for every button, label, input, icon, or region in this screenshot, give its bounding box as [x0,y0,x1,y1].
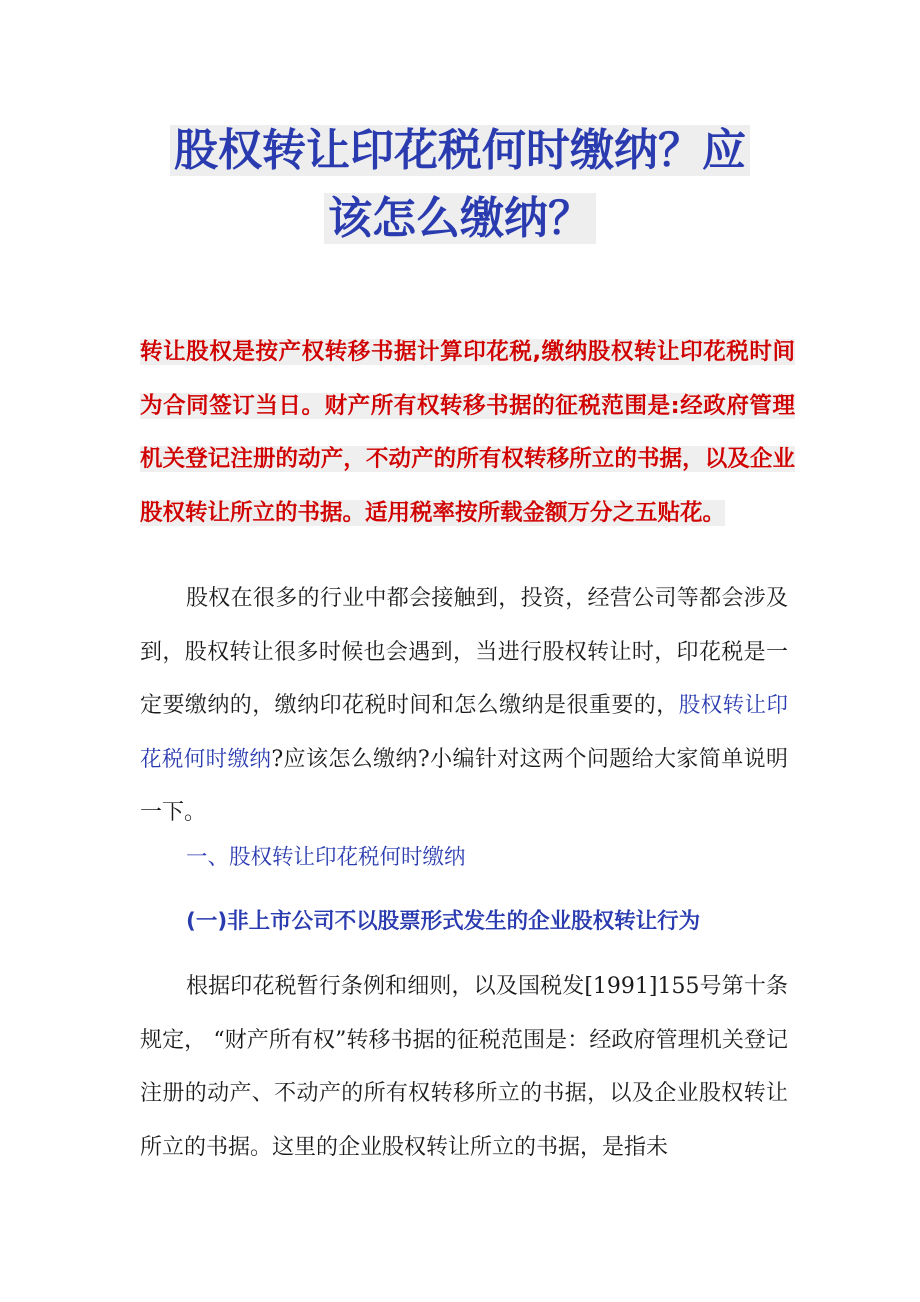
intro-keyword-link[interactable]: 股权转让印花税何时缴纳 [140,693,788,772]
article-title-line-1 [140,120,780,182]
rules-paragraph: 根据印花税暂行条例和细则，以及国税发[1991]155号第十条规定， “财产所有权”转移书据的征税范围是：经政府管理机关登记注册的动产、不动产的所有权转移所立的书据，以及企业股权转让所立的书据。这里的企业股权转让所立的书据，是指未 [140,974,788,1160]
subsection-heading-1: (一)非上市公司不以股票形式发生的企业股权转让行为 [186,909,701,934]
intro-text-before: 股权在很多的行业中都会接触到，投资，经营公司等都会涉及到，股权转让很多时候也会遇到，当进行股权转让时，印花税是一定要缴纳的，缴纳印花税时间和怎么缴纳是很重要的， [140,586,788,718]
article-title-text-1: 股权转让印花税何时缴纳？应 [170,125,750,176]
summary-text: 转让股权是按产权转移书据计算印花税,缴纳股权转让印花税时间为合同签订当日。财产所有权转移书据的征税范围是:经政府管理机关登记注册的动产，不动产的所有权转移所立的书据，以及企业股权转让所立的书据。适用税率按所载金额万分之五贴花。 [140,339,795,526]
article-title-line-2 [140,188,780,250]
section-heading-1: 一、股权转让印花税何时缴纳 [186,845,466,870]
summary-paragraph [140,326,795,540]
intro-text-after: ?应该怎么缴纳?小编针对这两个问题给大家简单说明一下。 [140,746,788,825]
intro-paragraph [140,572,788,840]
article-title-text-2: 该怎么缴纳？ [324,193,596,244]
